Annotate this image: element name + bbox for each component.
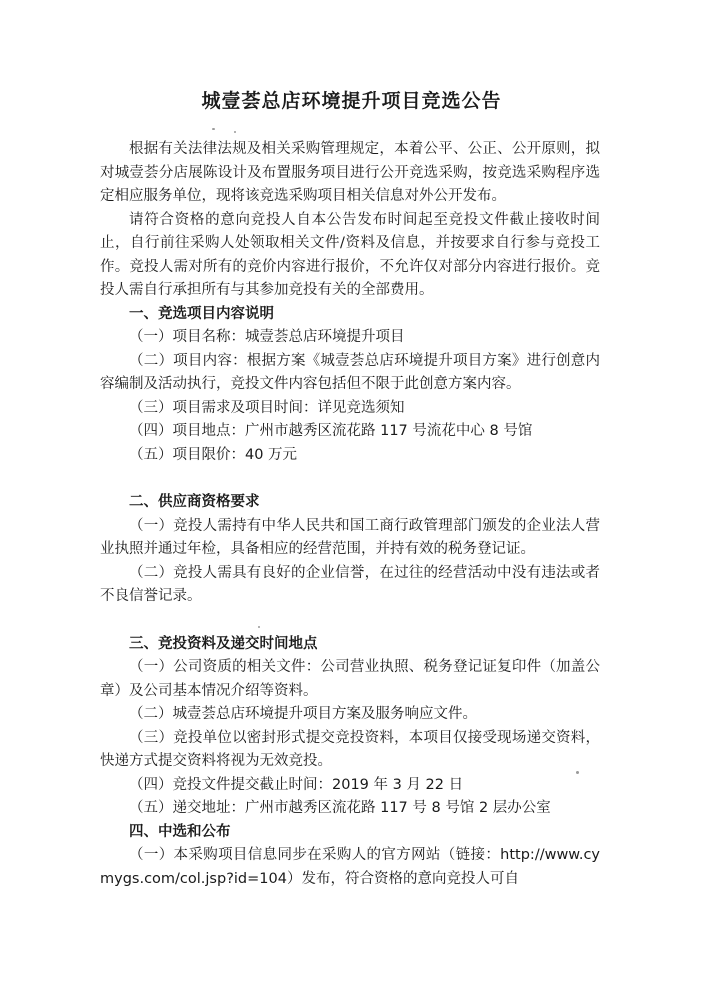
document-title: 城壹荟总店环境提升项目竞选公告 [201, 90, 502, 112]
section-2-heading: 二、供应商资格要求 [129, 494, 260, 510]
section-3-item: （一）公司资质的相关文件：公司营业执照、税务登记证复印件（加盖公章）及公司基本情况介绍等资料。 [100, 659, 600, 699]
scan-speck [234, 131, 236, 133]
document-body [100, 138, 600, 891]
section-1-item: （一）项目名称：城壹荟总店环境提升项目 [129, 329, 405, 345]
section-3-item: （四）竞投文件提交截止时间：2019 年 3 月 22 日 [129, 776, 464, 793]
scan-speck [212, 128, 215, 130]
section-1-item: （二）项目内容：根据方案《城壹荟总店环境提升项目方案》进行创意内容编制及活动执行，竞投文件内容包括但不限于此创意方案内容。 [100, 352, 600, 392]
section-3-item: （二）城壹荟总店环境提升项目方案及服务响应文件。 [129, 706, 477, 722]
intro-paragraph-2: 请符合资格的意向竞投人自本公告发布时间起至竞投文件截止接收时间止，自行前往采购人处领取相关文件/资料及信息，并按要求自行参与竞投工作。竞投人需对所有的竞价内容进行报价，不允许仅对部分内容进行报价。竞投人需自行承担所有与其参加竞投有关的全部费用。 [100, 211, 600, 298]
section-2-item: （一）竞投人需持有中华人民共和国工商行政管理部门颁发的企业法人营业执照并通过年检，具备相应的经营范围，并持有效的税务登记证。 [100, 517, 600, 557]
section-3-heading: 三、竞投资料及递交时间地点 [129, 635, 318, 652]
section-3-item: （三）竞投单位以密封形式提交竞投资料，本项目仅接受现场递交资料，快递方式提交资料将视为无效竞投。 [100, 729, 600, 769]
section-1-item: （三）项目需求及项目时间：详见竞选须知 [129, 399, 405, 416]
spacer [100, 609, 600, 633]
intro-paragraph-1: 根据有关法律法规及相关采购管理规定，本着公平、公正、公开原则，拟对城壹荟分店展陈设计及布置服务项目进行公开竞选采购，按竞选采购程序选定相应服务单位，现将该竞选采购项目相关信息对外公开发布。 [100, 141, 600, 204]
section-1-item: （五）项目限价：40 万元 [129, 446, 298, 463]
section-3-item: （五）递交地址：广州市越秀区流花路 117 号 8 号馆 2 层办公室 [129, 800, 551, 816]
scan-speck [576, 771, 579, 774]
section-1-item: （四）项目地点：广州市越秀区流花路 117 号流花中心 8 号馆 [129, 423, 533, 439]
section-1-heading: 一、竞选项目内容说明 [129, 305, 274, 322]
scan-speck [258, 626, 260, 628]
section-2-item: （二）竞投人需具有良好的企业信誉，在过往的经营活动中没有违法或者不良信誉记录。 [100, 564, 600, 604]
section-4-heading: 四、中选和公布 [129, 823, 231, 840]
section-4-item: （一）本采购项目信息同步在采购人的官方网站（链接：http://www.cymygs.com/col.jsp?id=104）发布，符合资格的意向竞投人可自 [100, 847, 600, 887]
spacer [100, 467, 600, 491]
